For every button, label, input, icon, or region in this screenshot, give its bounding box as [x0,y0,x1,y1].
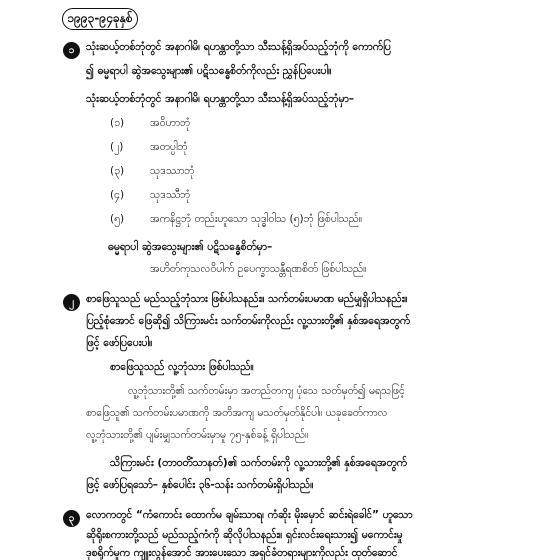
q3-question-line-3: ဒုစရိုက်မှုက ကျူးလွန်အောင် အားပေးသော အရှင်ခံတရားများကိုလည်း ထုတ်ဆောင် [86,547,398,559]
q2-question-line-1: စာဖြေသူသည် မည်သည့်ဘုံသား ဖြစ်ပါသနည်း။ သက်တမ်းပမာဏ မည်မျှရှိပါသနည်း။ [86,293,408,305]
q1-list-item-1: အဝိဟာဘုံ [150,117,191,129]
q1-list-item-2: အတပ္ပါဘုံ [150,141,188,153]
q1-question-line-1: သုံးဆယ့်တစ်ဘုံတွင် အနာဂါမိ၊ ရဟန္တာတို့သာ သီးသန့်ရှိအပ်သည့်ဘုံကို ကောက်ပြ [86,41,391,53]
question-number-2: ၂ [63,294,80,311]
year-range-label: ၁၉၉၃-၉၄ခုနှစ် [62,8,138,30]
question-number-1: ၁ [63,42,80,59]
q1-list-number-3: (၃) [110,165,125,177]
q1-question-line-2: ၍ ဓမ္မရာပါ ဆွဲအသွေးများ၏ ပဋိသန္ဓေစိတ်ကိုလည်း ညွှန်ပြပေးပါ။ [86,65,332,77]
q1-list-number-2: (၂) [110,141,124,153]
q1-list-item-4: သုဒဿီဘုံ [150,189,191,201]
q1-list-number-5: (၅) [110,213,125,225]
q1-sub-answer: အဟိတ်ကုသလဝိပါက် ဥပေက္ခာသန္တီရဏစိတ် ဖြစ်ပါသည်။ [150,263,367,275]
q1-sub-heading: ဓမ္မရာပါ ဆွဲအသွေးများ၏ ပဋိသန္ဓေစိတ်မှာ– [108,241,273,253]
q3-question-line-1: လောကတွင် “ကံကောင်း ထောက်မ ချမ်းသာရ၊ ကံဆိုး မိုးမှောင် ဆင်းရဲခေါင်” ဟူသော [86,509,413,521]
q3-question-line-2: ဆိုရိုးစကားတို့သည် မည်သည့်ကံကို ဆိုလိုပါသနည်း။ ရှင်းလင်းရေးသား၍ မကောင်းမှု [86,529,403,541]
q1-list-number-4: (၄) [110,189,125,201]
q2-question-line-2: ပြည့်စုံအောင် ဖြေဆို၍ သိကြားမင်း သက်တမ်းကိုလည်း လူ့သားတို့၏ နှစ်အရေအတွက် [86,315,411,327]
q2-answer-line-1: လူ့ဘုံသားတို့၏ သက်တမ်းမှာ အတည်တကျ ပုံသေ သတ်မှတ်၍ မရသဖြင့် [128,385,405,397]
q2-answer2-line-1: သိကြားမင်း (တာဝတိံသာနတ်)၏ သက်တမ်းကို လူ့သားတို့၏ နှစ်အရေအတွက် [110,457,407,469]
q1-list-item-5: အကနိဋ္ဌဘုံ တည်းဟူသော သုဒ္ဓါဝါသ (၅)ဘုံ ဖြစ်ပါသည်။ [150,213,363,225]
q2-question-line-3: ဖြင့် ဖော်ပြပေးပါ။ [86,337,153,349]
q1-list-number-1: (၁) [110,117,125,129]
q2-answer2-line-2: ဖြင့် ဖော်ပြရသော်– နှစ်ပေါင်း ၃၆-သန်း သက်တမ်းရှိပါသည်။ [86,479,314,491]
q2-answer-line-2: စာဖြေသူ၏ သက်တမ်းပမာဏကို အတိအကျ မသတ်မှတ်နိုင်ပါ။ ယခုခေတ်ကာလ [86,407,388,419]
q2-answer-line-3: လူ့ဘုံသားတို့၏ ပျမ်းမျှသက်တမ်းမှာမူ ၇၅-နှစ်ခန့် ရှိပါသည်။ [86,429,309,441]
question-number-3: ၃ [63,510,80,527]
q2-answer-heading: စာဖြေသူသည် လူ့ဘုံသား ဖြစ်ပါသည်။ [110,361,254,373]
q1-list-item-3: သုဒဿာဘုံ [150,165,195,177]
q1-answer-heading: သုံးဆယ့်တစ်ဘုံတွင် အနာဂါမိ၊ ရဟန္တာတို့သာ သီးသန့်ရှိအပ်သည့်ဘုံမှာ– [86,93,355,105]
